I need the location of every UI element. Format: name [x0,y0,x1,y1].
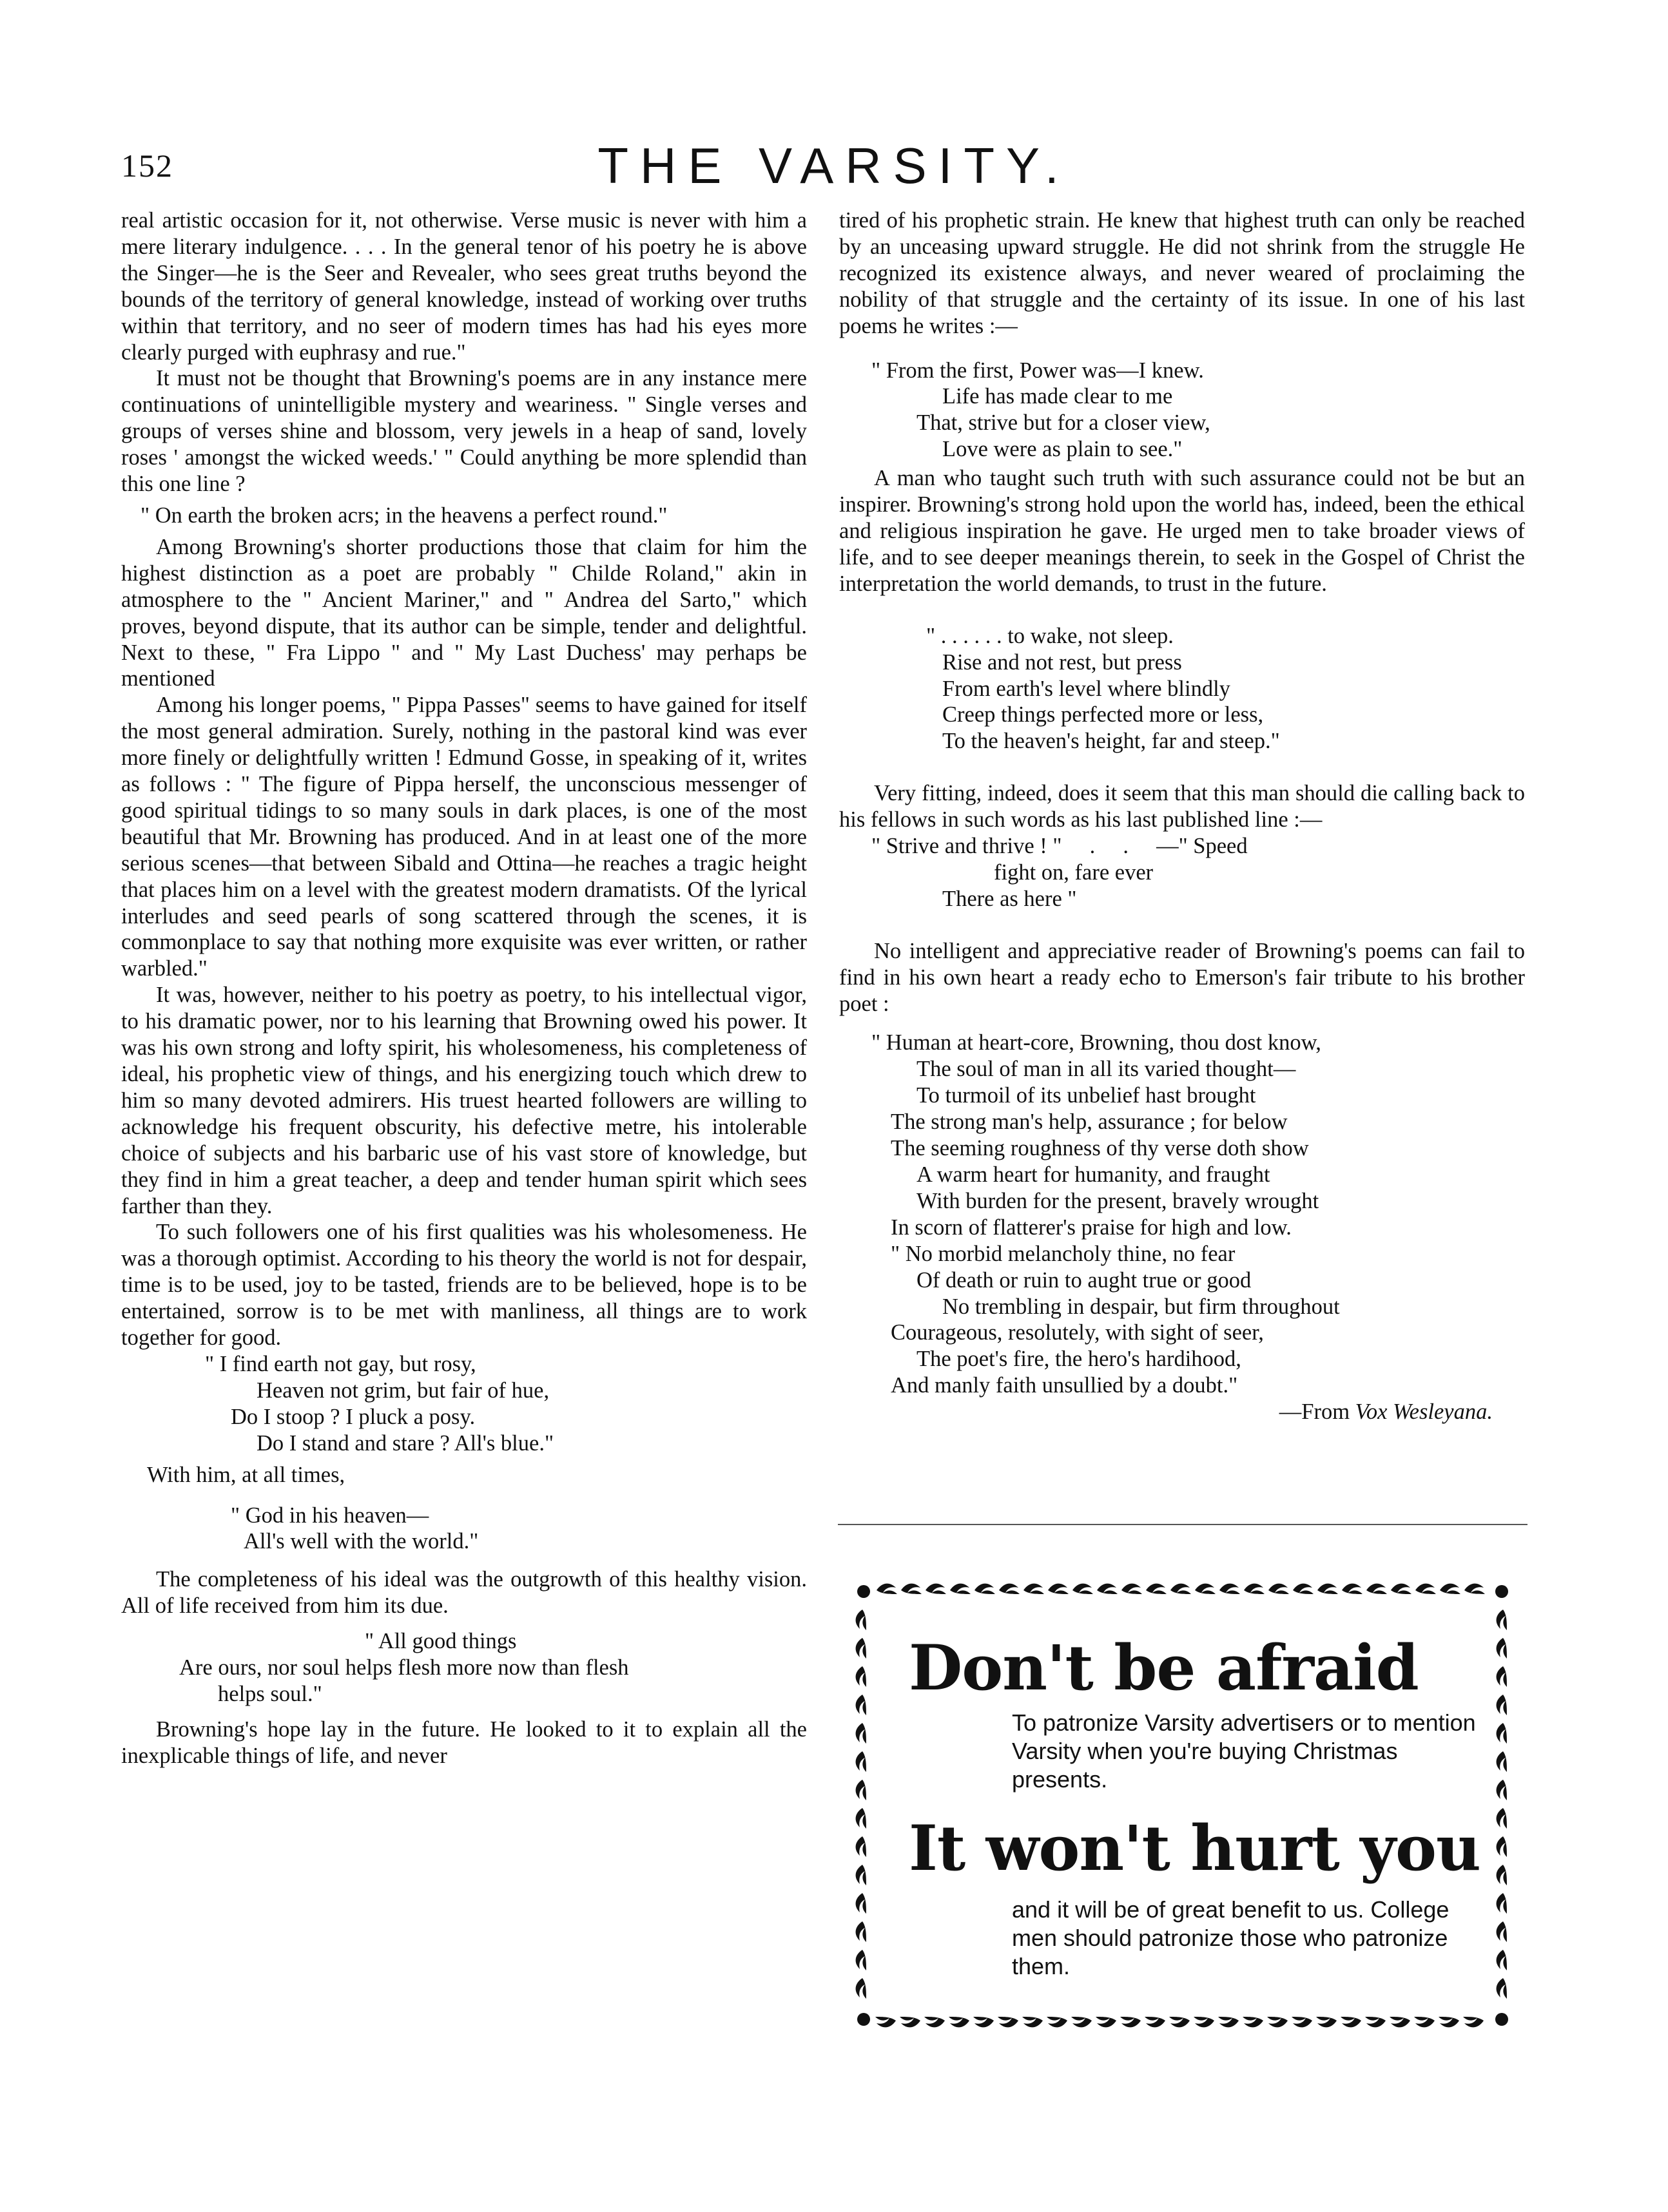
border-leaf-ornament [926,1584,946,1594]
right-column [839,207,1525,1425]
border-leaf-ornament [1440,1584,1460,1594]
border-leaf-ornament [856,1780,866,1800]
poem-line: " Human at heart-core, Browning, thou dost know, [871,1030,1321,1055]
border-leaf-ornament [1497,1893,1507,1914]
border-leaf-ornament [1497,1638,1507,1659]
border-leaf-ornament [856,1723,866,1744]
border-leaf-ornament [975,1584,995,1594]
border-leaf-ornament [1414,2017,1435,2027]
border-leaf-ornament [875,2017,896,2027]
border-leaf-ornament [1097,1584,1118,1594]
poem-line: Do I stoop ? I pluck a posy. [231,1404,476,1429]
border-leaf-ornament [1463,2017,1484,2027]
attribution-source: Vox Wesleyana. [1355,1399,1493,1425]
page-number: 152 [121,148,173,184]
poem-line: The strong man's help, assurance ; for below [891,1110,1288,1135]
border-leaf-ornament [1497,1921,1507,1942]
border-leaf-ornament [856,1666,866,1687]
ad-text-benefit: and it will be of great benefit to us. College men should patronize those who patronize them. [1012,1896,1450,1979]
border-leaf-ornament [856,1836,866,1857]
poem-line: To the heaven's height, far and steep." [942,729,1280,754]
poem-line: Are ours, nor soul helps flesh more now than flesh [179,1655,629,1680]
poem-line: The soul of man in all its varied thought— [916,1057,1296,1082]
paragraph: To such followers one of his first qualities was his wholesomeness. He was a thorough optimist. According to his theory the world is not for despair, time is to be used, joy to be tasted, friends are to be believed, hope is to be entertained, sorrow is to be met with manliness, all things are to work together for good. [121,1220,807,1351]
border-leaf-ornament [1464,1584,1485,1594]
paragraph: The completeness of his ideal was the outgrowth of this healthy vision. All of life received from him its due. [121,1567,807,1619]
poem-line: Love were as plain to see." [942,437,1183,462]
border-leaf-ornament [1146,1584,1167,1594]
border-leaf-ornament [950,1584,971,1594]
paragraph: Browning's hope lay in the future. He looked to it to explain all the inexplicable things of life, and never [121,1717,807,1768]
poem-line: With burden for the present, bravely wrought [916,1188,1319,1213]
border-leaf-ornament [856,1893,866,1914]
border-leaf-ornament [856,1865,866,1885]
border-leaf-ornament [1120,2017,1141,2027]
border-leaf-ornament [1243,2017,1263,2027]
attribution [839,1399,1525,1425]
poem-line: Do I stand and stare ? All's blue." [257,1430,554,1456]
poem [121,1628,807,1707]
ad-headline-dont-be-afraid: Don't be afraid [909,1631,1419,1704]
paragraph: A man who taught such truth with such assurance could not be but an inspirer. Browning's strong hold upon the world has, indeed, been the ethical and religious inspiration he gave. He urged men to take broader views of life, and to see deeper meanings therein, to seek in the Gospel of Christ the interpretation the world demands, to trust in the future. [839,466,1525,596]
border-leaf-ornament [1497,1751,1507,1772]
border-leaf-ornament [1268,1584,1289,1594]
border-leaf-ornament [1497,1666,1507,1687]
border-leaf-ornament [856,1695,866,1715]
border-leaf-ornament [1218,2017,1239,2027]
border-leaf-ornament [1342,1584,1363,1594]
border-leaf-ornament [1170,1584,1191,1594]
border-leaf-ornament [1497,1610,1507,1630]
border-leaf-ornament [1293,1584,1314,1594]
poem [839,623,1525,755]
paragraph: tired of his prophetic strain. He knew that highest truth can only be reached by an unceasing upward struggle. He did not shrink from the struggle He recognized its existence always, and never weared of proclaiming the nobility of that struggle and the certainty of its issue. In one of his last poems he writes :— [839,208,1525,338]
poem-line: " No morbid melancholy thine, no fear [891,1241,1236,1266]
border-leaf-ornament [1390,2017,1410,2027]
poem-line: No trembling in despair, but firm throughout [942,1294,1340,1319]
border-leaf-ornament [1415,1584,1436,1594]
border-leaf-ornament [973,2017,994,2027]
poem [121,1351,807,1457]
advertisement-box [838,1567,1527,2044]
paragraph: real artistic occasion for it, not otherwise. Verse music is never with him a mere literary indulgence. . . . In the general tenor of his poetry he is above the Singer—he is the Seer and Revealer, who sees great truths beyond the bounds of the territory of general knowledge, instead of working over truths within that territory, and no seer of modern times has had his eyes more clearly purged with euphrasy and rue." [121,208,807,365]
ad-headline-it-wont-hurt-you: It won't hurt you [909,1812,1480,1885]
border-leaf-ornament [1497,1695,1507,1715]
poem-line: " I find earth not gay, but rosy, [205,1351,476,1376]
paragraph: No intelligent and appreciative reader of Browning's poems can fail to find in his own heart a ready echo to Emerson's fair tribute to his brother poet : [839,938,1525,1016]
border-leaf-ornament [856,1978,866,1999]
poem-line: That, strive but for a closer view, [916,410,1210,436]
poem [839,833,1525,912]
border-leaf-ornament [856,1638,866,1659]
border-leaf-ornament [856,1751,866,1772]
border-leaf-ornament [1497,1978,1507,1999]
border-leaf-ornament [1497,1808,1507,1829]
border-leaf-ornament [1047,2017,1067,2027]
border-leaf-ornament [949,2017,969,2027]
poem-line: " All good things [365,1629,517,1654]
poem [839,358,1525,463]
border-leaf-ornament [1316,2017,1337,2027]
poem-line: In scorn of flatterer's praise for high and low. [891,1215,1292,1240]
poem-line: A warm heart for humanity, and fraught [916,1162,1270,1187]
poem-line: All's well with the world." [244,1529,479,1554]
poem-line: " Strive and thrive ! " . . —" Speed [871,834,1248,859]
border-leaf-ornament [1497,1723,1507,1744]
border-leaf-ornament [856,1610,866,1630]
border-leaf-ornament [856,1921,866,1942]
paragraph: Among Browning's shorter productions those that claim for him the highest distinction as a poet are probably " Childe Roland," akin in atmosphere to the " Ancient Mariner," and " Andrea del Sarto," which proves, beyond dispute, that its author can be simple, tender and delightful. Next to these, " Fra Lippo " and " My Last Duchess' may perhaps be mentioned [121,534,807,691]
border-leaf-ornament [901,1584,922,1594]
border-leaf-ornament [1048,1584,1069,1594]
border-leaf-ornament [1391,1584,1411,1594]
border-leaf-ornament [924,2017,945,2027]
masthead-title: THE VARSITY. [597,137,1071,194]
poem-line: There as here " [942,886,1077,911]
border-leaf-ornament [998,2017,1018,2027]
border-leaf-ornament [1195,1584,1216,1594]
border-leaf-ornament [1497,1950,1507,1970]
poem [121,1503,807,1555]
border-leaf-ornament [1292,2017,1312,2027]
paragraph: It must not be thought that Browning's poems are in any instance mere continuations of unintelligible mystery and weariness. " Single verses and groups of verses shine and blossom, very jewels in a heap of sand, lovely roses ' amongst the wicked weeds.' " Could anything be more splendid than this one line ? [121,366,807,497]
poem-line: From earth's level where blindly [942,676,1230,701]
border-leaf-ornament [877,1584,897,1594]
poem-line: Creep things perfected more or less, [942,702,1264,727]
border-leaf-ornament [900,2017,920,2027]
border-leaf-ornament [1439,2017,1459,2027]
poem-line: fight on, fare ever [994,860,1154,885]
poem-line: The poet's fire, the hero's hardihood, [916,1347,1241,1372]
poem-line: And manly faith unsullied by a doubt." [891,1373,1238,1398]
paragraph: With him, at all times, [147,1462,345,1487]
border-leaf-ornament [1169,2017,1190,2027]
border-leaf-ornament [1317,1584,1338,1594]
quoted-line: " On earth the broken acrs; in the heavens a perfect round." [141,503,668,528]
left-column [121,207,807,1769]
ad-text-patronize: To patronize Varsity advertisers or to mention Varsity when you're buying Christmas presents. [1012,1709,1476,1793]
border-leaf-ornament [1023,1584,1044,1594]
poem-line: Heaven not grim, but fair of hue, [257,1378,550,1403]
poem-line: Rise and not rest, but press [942,649,1182,675]
border-leaf-ornament [1071,2017,1092,2027]
paragraph: Very fitting, indeed, does it seem that this man should die calling back to his fellows in such words as his last published line :— [839,781,1525,832]
border-leaf-ornament [1497,1865,1507,1885]
poem-line: helps soul." [218,1681,322,1706]
poem-line: " . . . . . . to wake, not sleep. [926,623,1174,648]
border-leaf-ornament [1244,1584,1265,1594]
border-leaf-ornament [1497,1780,1507,1800]
border-leaf-ornament [999,1584,1020,1594]
border-leaf-ornament [856,1950,866,1970]
border-leaf-ornament [1219,1584,1240,1594]
border-leaf-ornament [856,1808,866,1829]
border-leaf-ornament [1022,2017,1043,2027]
border-leaf-ornament [1497,1836,1507,1857]
border-leaf-ornament [1365,2017,1386,2027]
border-leaf-ornament [1121,1584,1142,1594]
poem-line: " God in his heaven— [231,1503,429,1528]
poem-line: Of death or ruin to aught true or good [916,1267,1252,1293]
attribution-prefix: —From [1279,1399,1355,1425]
border-leaf-ornament [1341,2017,1361,2027]
border-leaf-ornament [1366,1584,1387,1594]
poem-line: Courageous, resolutely, with sight of seer, [891,1320,1264,1345]
paragraph: It was, however, neither to his poetry as poetry, to his intellectual vigor, to his dramatic power, nor to his learning that Browning owed his power. It was his own strong and lofty spirit, his wholesomeness, his completeness of ideal, his prophetic view of things, and his energizing touch which drew to him so many devoted admirers. His truest hearted followers are willing to acknowledge his frequent obscurity, his defective metre, his intolerable choice of subjects and his barbaric use of his vast store of knowledge, but they find in him a great teacher, a deep and tender human spirit which sees farther than they. [121,983,807,1218]
poem-line: To turmoil of its unbelief hast brought [916,1083,1256,1108]
border-leaf-ornament [1096,2017,1116,2027]
paragraph: Among his longer poems, " Pippa Passes" seems to have gained for itself the most general admiration. Surely, nothing in the pastoral kind was ever more finely or delightfully written ! Edmund Gosse, in speaking of it, writes as follows : " The figure of Pippa herself, the unconscious messenger of good spiritual tidings to so many souls in dark places, is one of the most beautiful that Mr. Browning has produced. And in at least one of the more serious scenes—that between Sibald and Ottina—he reaches a tragic height that places him on a level with the greatest modern dramatists. Of the lyrical interludes and seed pearls of song scattered through the scenes, it is commonplace to say that nothing more exquisite was ever written, or rather warbled." [121,693,807,981]
border-leaf-ornament [1267,2017,1288,2027]
poem-line: Life has made clear to me [942,384,1173,409]
poem-line: The seeming roughness of thy verse doth show [891,1136,1309,1161]
poem [839,1030,1525,1399]
ad-divider-rule [838,1524,1527,1525]
border-leaf-ornament [1072,1584,1093,1594]
border-leaf-ornament [1145,2017,1165,2027]
poem-line: " From the first, Power was—I knew. [871,358,1204,383]
border-leaf-ornament [1194,2017,1214,2027]
